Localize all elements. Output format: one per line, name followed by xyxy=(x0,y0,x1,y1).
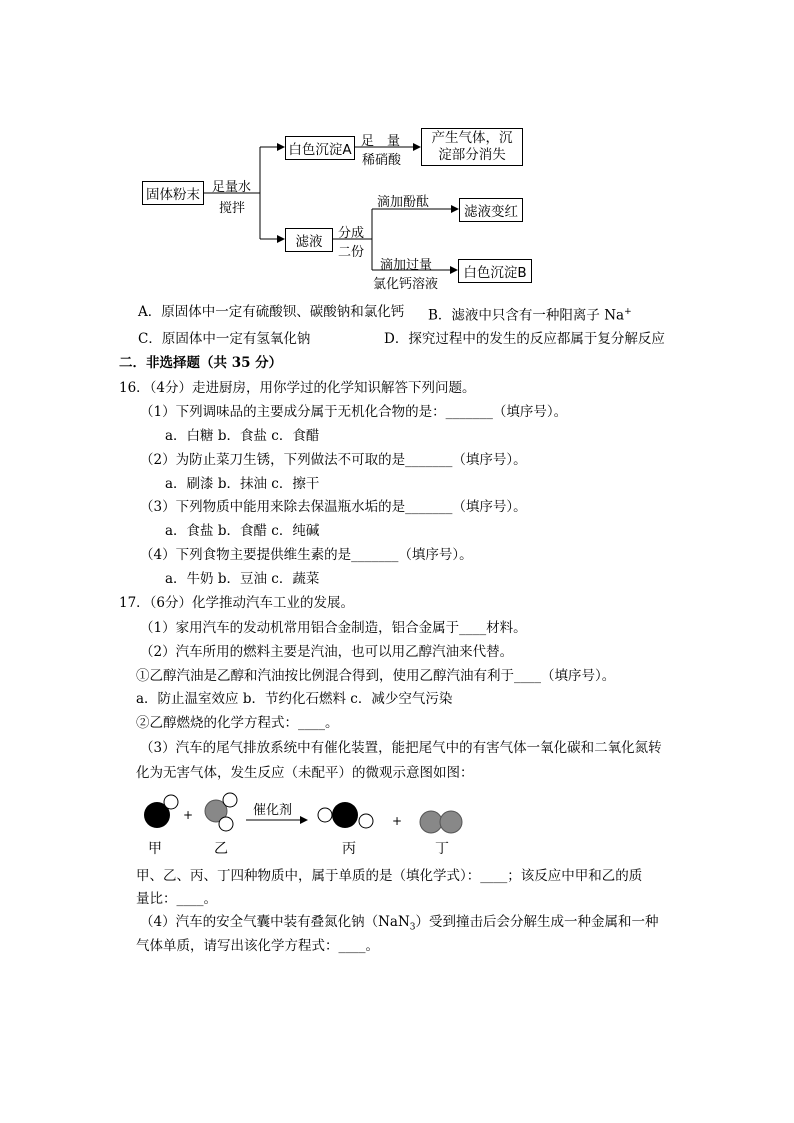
option-b-text: B．滤液中只含有一种阳离子 Na xyxy=(428,307,625,324)
q16-p2: （2）为防止菜刀生锈，下列做法不可取的是_______（填序号）。 xyxy=(140,452,527,468)
q17-p2: （2）汽车所用的燃料主要是汽油，也可以用乙醇汽油来代替。 xyxy=(140,644,514,660)
molecule-bing-oxygen-1 xyxy=(318,808,332,822)
label-ding: 丁 xyxy=(435,841,449,857)
filtrate-box: 滤液 xyxy=(285,228,333,252)
white-precipitate-b-box: 白色沉淀B xyxy=(458,259,532,283)
turns-red-box: 滤液变红 xyxy=(459,198,523,222)
solid-powder-box: 固体粉末 xyxy=(142,181,204,205)
molecule-jia-oxygen xyxy=(164,795,178,809)
q17-p3-question-line1: 甲、乙、丙、丁四种物质中，属于单质的是（填化学式）：____；该反应中甲和乙的质 xyxy=(136,868,643,884)
split-label-top: 分成 xyxy=(338,226,365,241)
q16-p3: （3）下列物质中能用来除去保温瓶水垢的是_______（填序号）。 xyxy=(140,499,527,515)
molecule-bing-oxygen-2 xyxy=(359,814,373,828)
q17-p4-text-a: （4）汽车的安全气囊中装有叠氮化钠（NaN xyxy=(140,914,410,930)
plus-sign-1: + xyxy=(183,808,194,822)
white-precipitate-a-box: 白色沉淀A xyxy=(285,136,355,160)
acid-label-top: 足 量 xyxy=(361,134,401,149)
q17-p3-line2: 化为无害气体，发生反应（未配平）的微观示意图如图： xyxy=(136,765,474,781)
q17-p4-sub: 3 xyxy=(409,922,416,933)
acid-label-bottom: 稀硝酸 xyxy=(362,153,402,168)
water-label: 足量水 xyxy=(212,180,252,195)
section-heading: 二．非选择题（共 35 分） xyxy=(119,355,283,371)
gas-result-box xyxy=(421,128,523,166)
q17-p4-line1 xyxy=(140,913,659,937)
cacl2-label-top: 滴加过量 xyxy=(380,258,433,273)
label-jia: 甲 xyxy=(148,841,162,857)
q17-p3-line1: （3）汽车的尾气排放系统中有催化装置，能把尾气中的有害气体一氧化碳和二氧化氮转 xyxy=(140,740,662,756)
molecule-ding-nitrogen-1 xyxy=(420,811,442,833)
molecule-yi-nitrogen xyxy=(205,800,227,822)
q16-p3-options: a．食盐 b．食醋 c．纯碱 xyxy=(165,523,320,539)
cacl2-label-bottom: 氯化钙溶液 xyxy=(373,277,439,292)
q16-p4: （4）下列食物主要提供维生素的是_______（填序号）。 xyxy=(140,547,473,563)
gas-result-line1: 产生气体，沉 xyxy=(431,130,513,146)
q17-stem: 17．（6分）化学推动汽车工业的发展。 xyxy=(119,595,355,611)
stir-label: 搅拌 xyxy=(219,201,246,216)
molecule-jia-carbon xyxy=(144,802,170,828)
molecule-bing-carbon xyxy=(332,802,358,828)
option-b-sup: + xyxy=(624,307,632,317)
option-a: A．原固体中一定有硫酸钡、碳酸钠和氯化钙 xyxy=(138,304,405,320)
q17-p2-i-options: a．防止温室效应 b．节约化石燃料 c．减少空气污染 xyxy=(136,691,453,707)
plus-sign-2: + xyxy=(392,814,403,828)
q16-stem: 16．（4分）走进厨房，用你学过的化学知识解答下列问题。 xyxy=(119,380,476,396)
molecule-ding-nitrogen-2 xyxy=(440,811,462,833)
catalyst-label: 催化剂 xyxy=(253,803,293,818)
option-c: C．原固体中一定有氢氧化钠 xyxy=(138,331,311,347)
q17-p1: （1）家用汽车的发动机常用铝合金制造，铝合金属于____材料。 xyxy=(140,620,527,636)
q17-p2-ii: ②乙醇燃烧的化学方程式：____。 xyxy=(136,715,339,731)
q16-p1: （1）下列调味品的主要成分属于无机化合物的是：_______（填序号）。 xyxy=(140,404,568,420)
q16-p4-options: a．牛奶 b．豆油 c．蔬菜 xyxy=(165,571,320,587)
split-label-bottom: 二份 xyxy=(338,245,365,260)
option-d: D．探究过程中的发生的反应都属于复分解反应 xyxy=(384,331,665,347)
phenolphthalein-label: 滴加酚酞 xyxy=(377,195,430,210)
gas-result-line2: 淀部分消失 xyxy=(438,147,506,163)
q17-p4-line2: 气体单质，请写出该化学方程式：____。 xyxy=(136,938,379,954)
q16-p1-options: a．白糖 b．食盐 c．食醋 xyxy=(165,428,320,444)
q17-p4-text-b: ）受到撞击后会分解生成一种金属和一种 xyxy=(415,914,659,930)
q16-p2-options: a．刷漆 b．抹油 c．擦干 xyxy=(165,476,320,492)
label-bing: 丙 xyxy=(342,841,356,857)
option-b xyxy=(428,303,632,325)
q17-p2-i: ①乙醇汽油是乙醇和汽油按比例混合得到，使用乙醇汽油有利于____（填序号）。 xyxy=(136,668,616,684)
molecule-yi-oxygen-2 xyxy=(219,817,233,831)
label-yi: 乙 xyxy=(214,841,228,857)
q17-p3-question-line2: 量比：____。 xyxy=(136,891,217,907)
molecule-yi-oxygen-1 xyxy=(223,793,237,807)
